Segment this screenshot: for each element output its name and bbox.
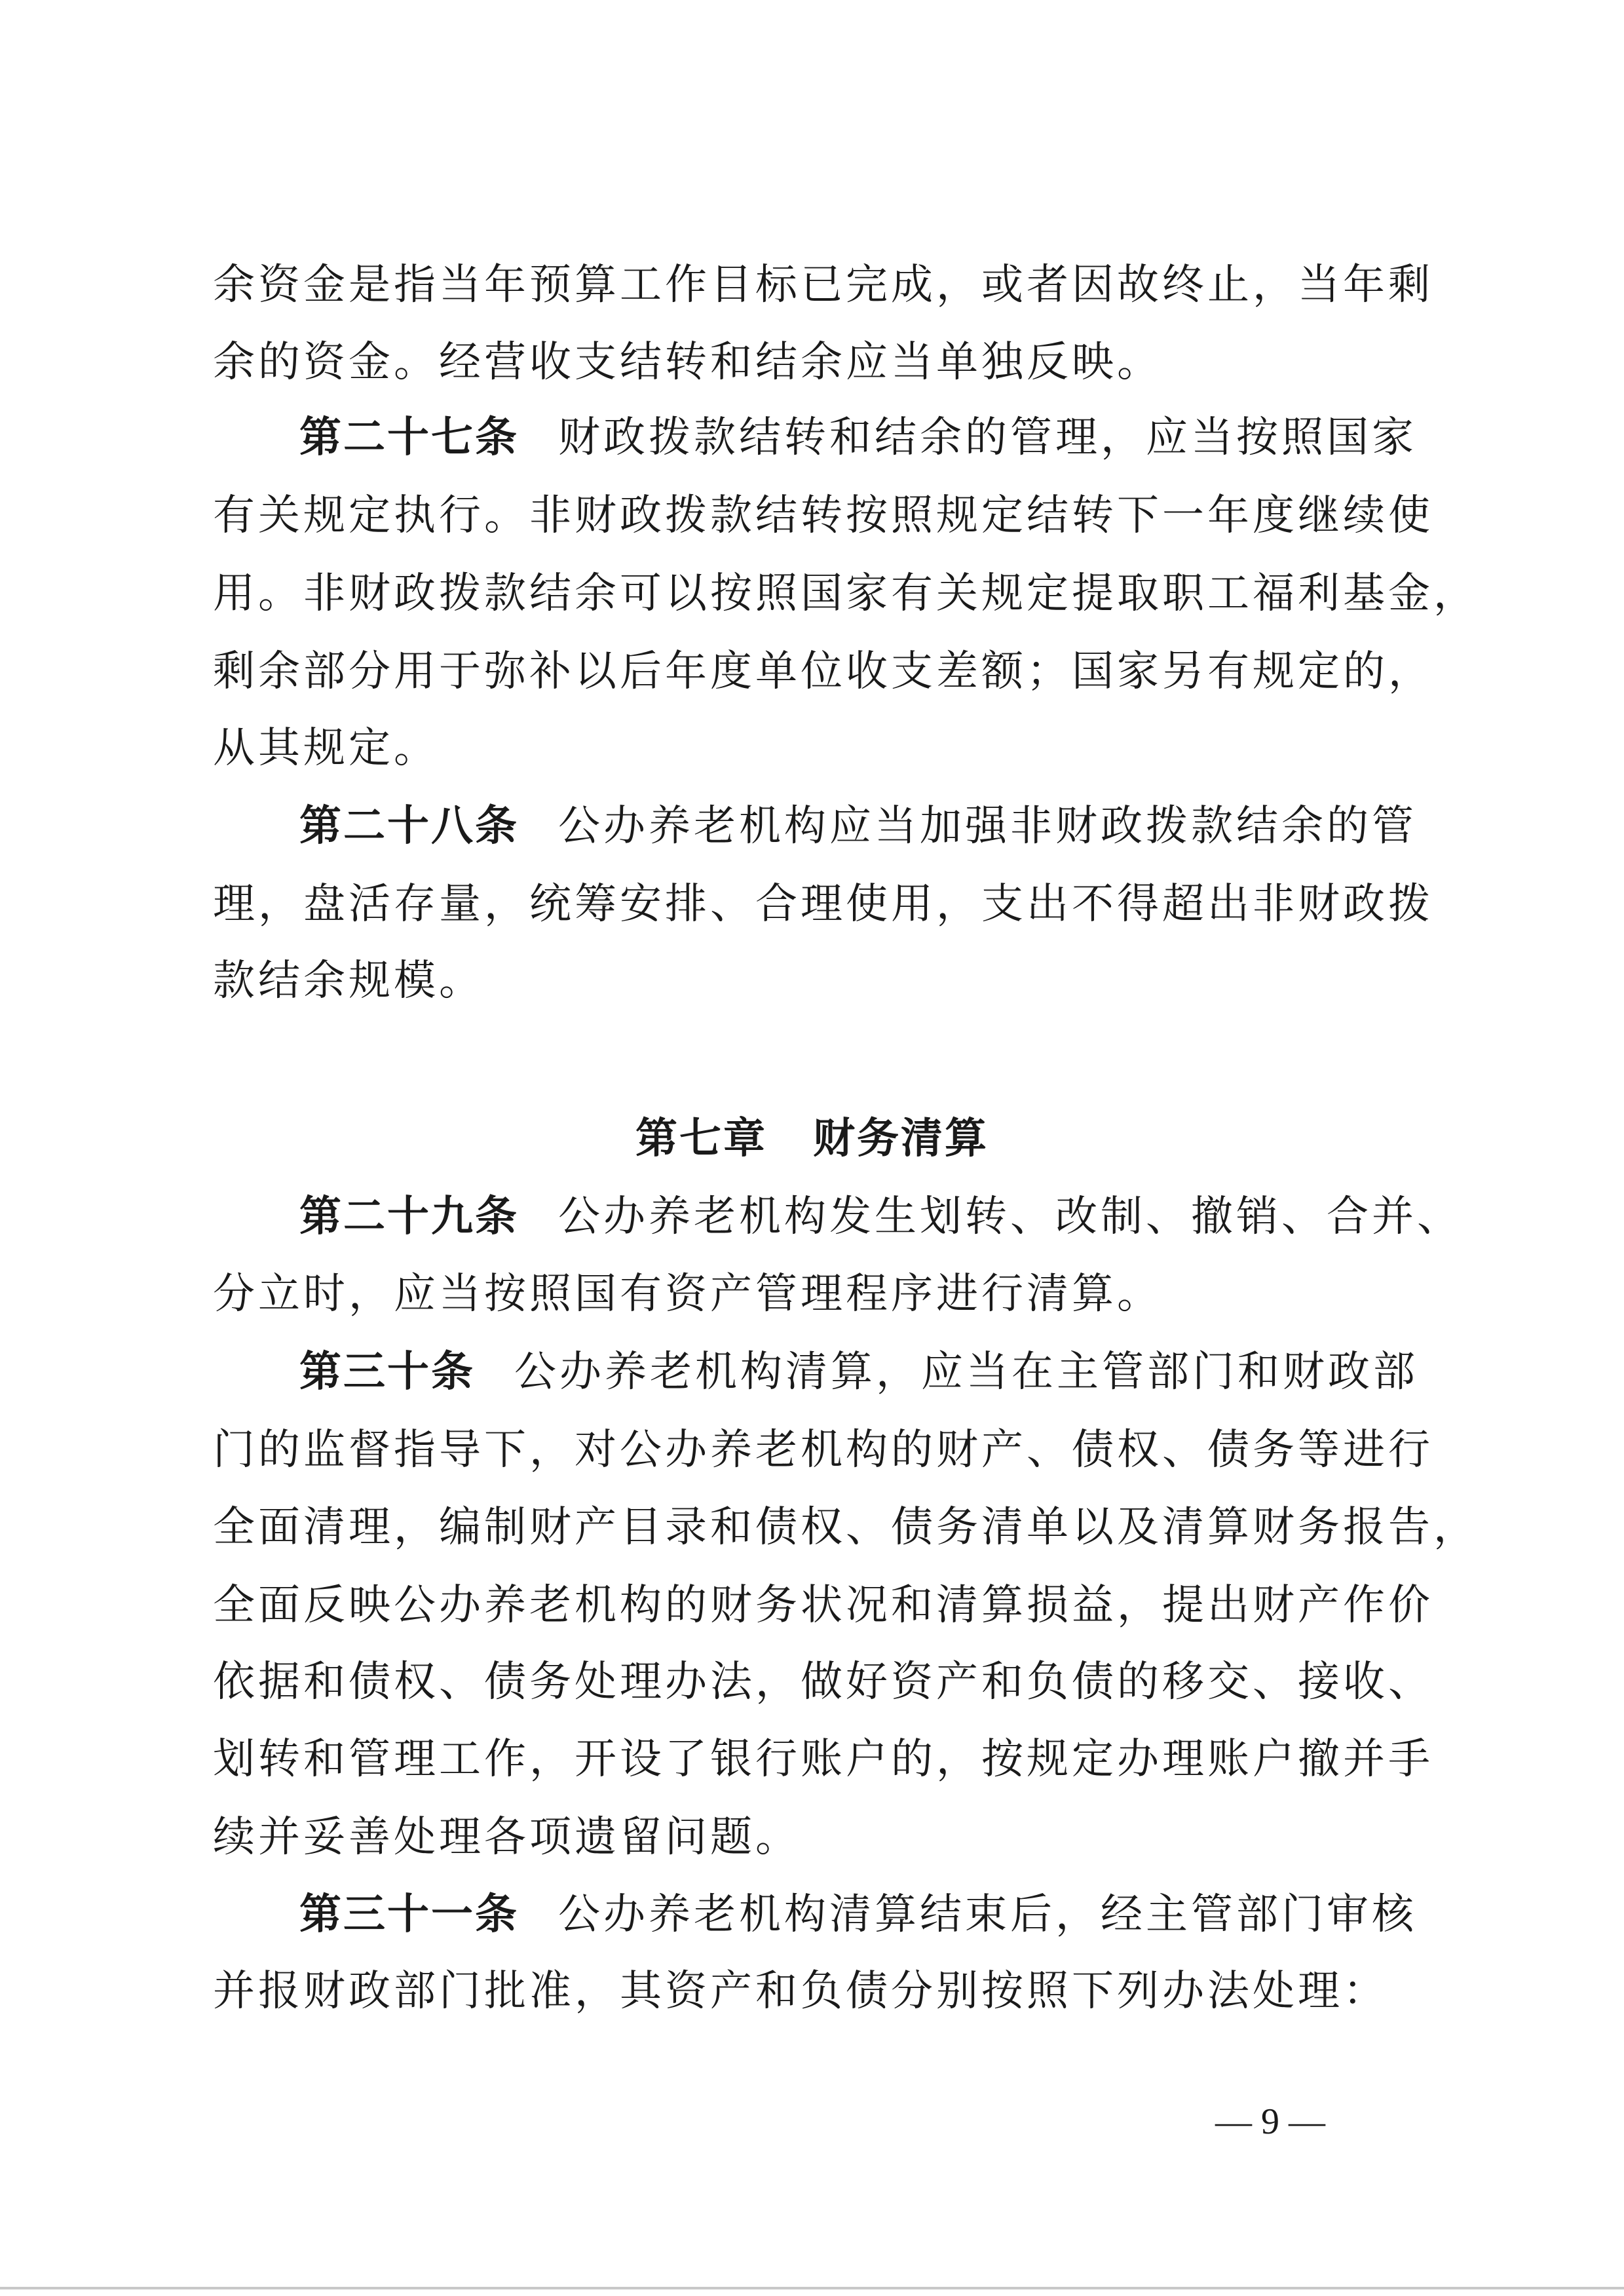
text-line: 划转和管理工作，开设了银行账户的，按规定办理账户撤并手 — [213, 1735, 1433, 1784]
article-first-line — [299, 1875, 1417, 1954]
article-number: 第二十七条 — [299, 413, 519, 462]
article-number: 第二十八条 — [299, 802, 519, 851]
text-line: 并报财政部门批准，其资产和负债分别按照下列办法处理： — [213, 1967, 1388, 2016]
article-first-line — [299, 1333, 1418, 1411]
text-line: 全面清理，编制财产目录和债权、债务清单以及清算财务报告， — [213, 1503, 1479, 1552]
article-number: 第二十九条 — [299, 1193, 519, 1241]
text-line: 公办养老机构应当加强非财政拨款结余的管 — [558, 802, 1417, 851]
article-number: 第三十条 — [299, 1348, 475, 1396]
article-first-line — [299, 787, 1417, 866]
text-line: 全面反映公办养老机构的财务状况和清算损益，提出财产作价 — [213, 1581, 1433, 1630]
text-line: 财政拨款结转和结余的管理，应当按照国家 — [558, 413, 1417, 462]
text-line: 余资金是指当年预算工作目标已完成，或者因故终止，当年剩 — [213, 261, 1433, 309]
article-number: 第三十一条 — [299, 1890, 519, 1939]
text-line: 有关规定执行。非财政拨款结转按照规定结转下一年度继续使 — [213, 491, 1433, 540]
text-line: 续并妥善处理各项遗留问题。 — [213, 1813, 801, 1862]
text-line: 剩余部分用于弥补以后年度单位收支差额；国家另有规定的， — [213, 647, 1433, 696]
text-line: 款结余规模。 — [213, 957, 484, 1005]
text-line: 余的资金。经营收支结转和结余应当单独反映。 — [213, 338, 1162, 387]
text-line: 门的监督指导下，对公办养老机构的财产、债权、债务等进行 — [213, 1426, 1433, 1474]
chapter-heading — [0, 1100, 1624, 1178]
page-number: — 9 — — [1215, 2101, 1325, 2142]
article-first-line — [299, 1177, 1462, 1256]
chapter-title: 财务清算 — [813, 1115, 989, 1163]
text-line: 公办养老机构清算结束后，经主管部门审核 — [558, 1890, 1417, 1939]
text-line: 分立时，应当按照国有资产管理程序进行清算。 — [213, 1270, 1162, 1318]
text-line: 理，盘活存量，统筹安排、合理使用，支出不得超出非财政拨 — [213, 880, 1433, 928]
text-line: 用。非财政拨款结余可以按照国家有关规定提取职工福利基金， — [213, 569, 1479, 618]
text-line: 公办养老机构清算，应当在主管部门和财政部 — [514, 1348, 1418, 1396]
text-line: 从其规定。 — [213, 724, 439, 773]
text-line: 公办养老机构发生划转、改制、撤销、合并、 — [558, 1193, 1462, 1241]
text-line: 依据和债权、债务处理办法，做好资产和负债的移交、接收、 — [213, 1658, 1433, 1706]
article-first-line — [299, 398, 1417, 477]
chapter-number: 第七章 — [635, 1115, 767, 1163]
bottom-divider — [0, 2287, 1624, 2289]
